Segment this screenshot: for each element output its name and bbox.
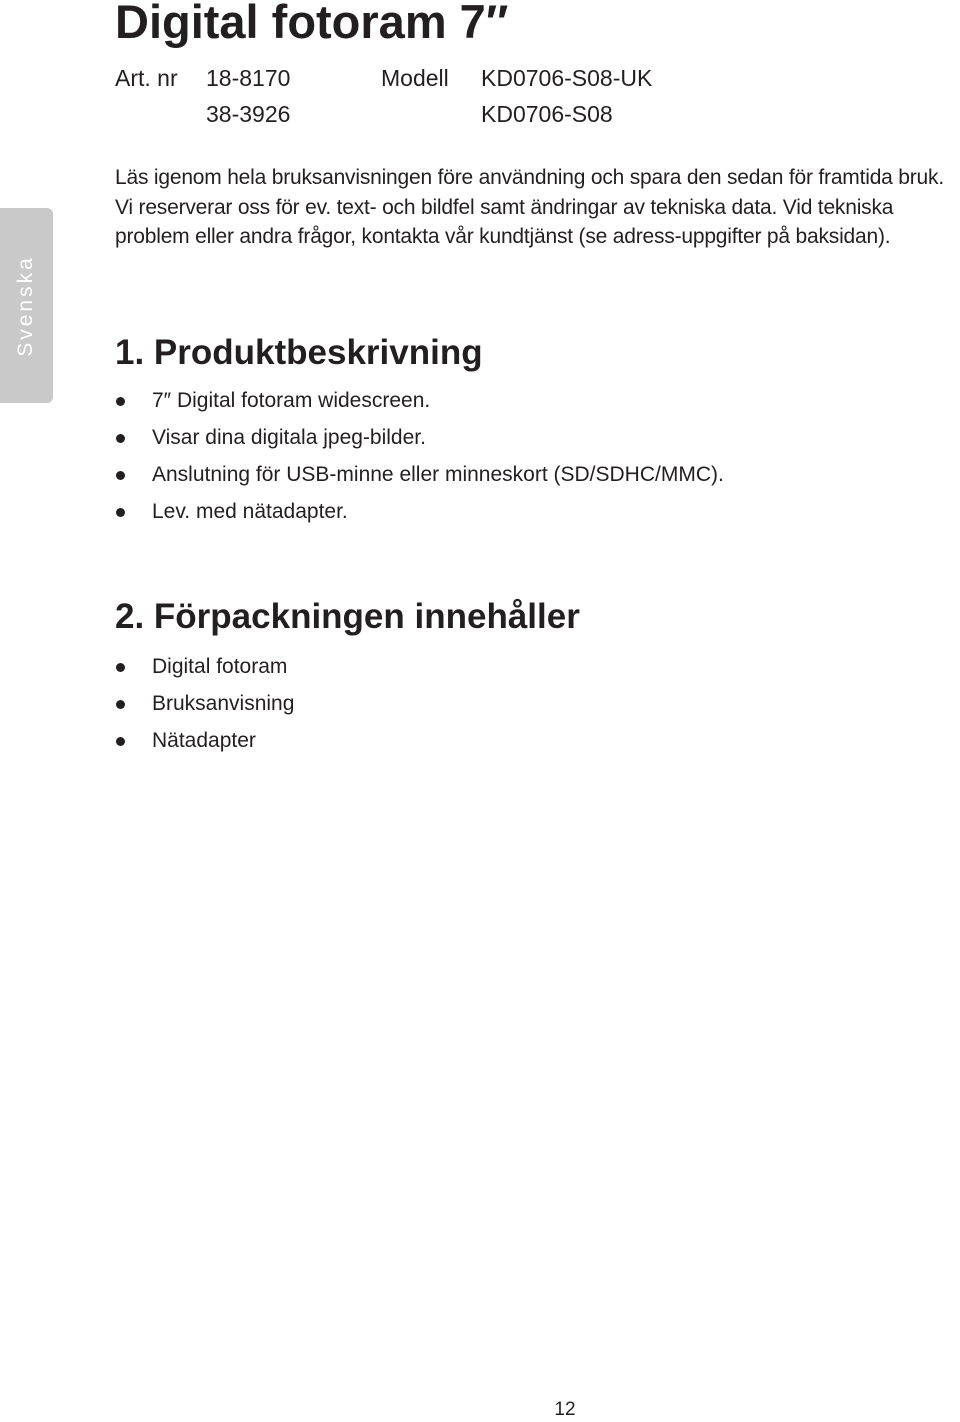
intro-paragraph: Läs igenom hela bruksanvisningen före användning och spara den sedan för framtida bruk. Vi reserverar oss för ev. text- och bildfel samt ändringar av tekniska data. Vid tekniska problem eller andra frågor, kontakta vår kundtjänst (se adress-uppgifter på baksidan). [115,166,944,248]
language-tab [0,208,53,403]
list-item [115,689,935,726]
list-item-text: Anslutning för USB-minne eller minneskort (SD/SDHC/MMC). [152,463,724,486]
model-number: KD0706-S08-UK [481,65,653,91]
bullet-icon [116,508,125,517]
list-item-text: 7″ Digital fotoram widescreen. [152,389,431,412]
section-heading-product-description: 1. Produktbeskrivning [115,333,483,372]
package-contents-list [115,652,935,763]
article-number: 38-3926 [206,101,291,127]
article-row-1 [115,63,815,93]
list-item [115,726,935,763]
list-item-text: Digital fotoram [152,655,288,678]
article-number: 18-8170 [206,65,291,91]
list-item [115,497,935,534]
list-item [115,652,935,689]
page-number: 12 [554,1399,576,1420]
article-number-label: Art. nr [115,65,178,91]
model-number: KD0706-S08 [481,101,613,127]
list-item [115,423,935,460]
bullet-icon [116,663,125,672]
product-description-list [115,386,935,534]
section-heading-package-contents: 2. Förpackningen innehåller [115,597,580,636]
bullet-icon [116,737,125,746]
language-tab-label: Svenska [14,255,37,357]
bullet-icon [116,397,125,406]
list-item [115,460,935,497]
document-title: Digital fotoram 7″ [115,0,509,48]
list-item-text: Bruksanvisning [152,692,295,715]
list-item [115,386,935,423]
bullet-icon [116,471,125,480]
list-item-text: Visar dina digitala jpeg-bilder. [152,426,426,449]
bullet-icon [116,700,125,709]
article-row-2 [115,99,815,129]
model-label: Modell [381,65,449,91]
list-item-text: Lev. med nätadapter. [152,500,348,523]
list-item-text: Nätadapter [152,729,256,752]
bullet-icon [116,434,125,443]
